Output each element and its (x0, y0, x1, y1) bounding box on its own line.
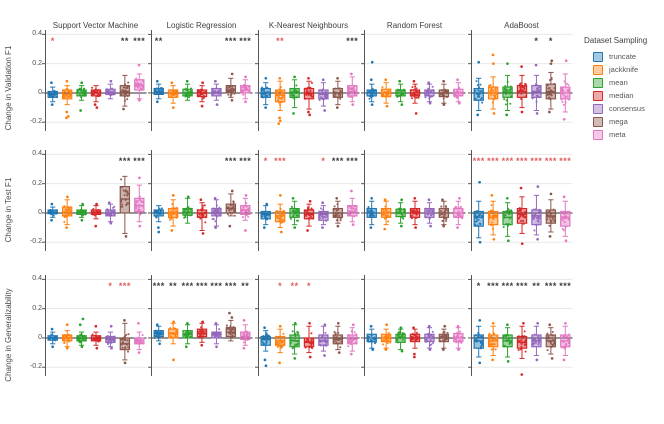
significance-marker: *** (195, 281, 209, 291)
boxplot-consensus (105, 201, 115, 224)
boxplot-truncate (474, 61, 484, 116)
legend-swatch-jackknife (593, 65, 603, 75)
ylabel-generalizability: Change in Generalizability (4, 288, 13, 382)
boxplot-jackknife (62, 195, 71, 228)
boxplot-mega (439, 325, 449, 351)
boxplot-jackknife (382, 323, 392, 351)
boxplot-jackknife (62, 323, 72, 349)
significance-marker: *** (224, 156, 237, 166)
boxplot-panel-r0c0 (41, 30, 147, 138)
y-tick-label: -0.2 (29, 238, 42, 246)
significance-marker: * (107, 281, 112, 291)
boxplot-median (304, 200, 314, 232)
significance-marker: *** (345, 156, 358, 166)
boxplot-truncate (367, 325, 377, 351)
boxplot-consensus (424, 198, 434, 227)
boxplot-jackknife (169, 194, 179, 232)
column-title-adaboost: AdaBoost (504, 21, 539, 30)
boxplot-jackknife (488, 54, 498, 115)
boxplot-consensus (531, 322, 541, 361)
legend-item-meta (593, 128, 647, 141)
boxplot-median (197, 198, 207, 234)
significance-marker: *** (224, 281, 237, 291)
significance-marker: *** (181, 281, 194, 291)
significance-marker: * (306, 281, 311, 291)
boxplot-panel-r1c0 (41, 150, 147, 258)
column-title-rf: Random Forest (386, 21, 443, 30)
significance-marker: ** (241, 281, 250, 291)
boxplot-mean (289, 197, 298, 229)
significance-marker: *** (118, 156, 131, 166)
boxplot-mega (546, 323, 556, 359)
boxplot-mega (226, 73, 235, 102)
boxplot-mega (545, 59, 555, 113)
boxplot-panel-r2c3 (360, 275, 466, 383)
boxplot-median (517, 187, 526, 245)
boxplot-median (304, 322, 313, 358)
boxplot-meta (134, 64, 144, 102)
boxplot-mean (396, 198, 406, 227)
boxplot-jackknife (275, 325, 285, 364)
boxplot-consensus (212, 197, 221, 229)
legend-label: jackknife (609, 65, 639, 74)
boxplot-median (303, 77, 313, 116)
legend-swatch-mega (593, 117, 603, 127)
significance-marker: * (548, 36, 553, 46)
legend-swatch-median (593, 91, 603, 101)
ylabel-validation-f1: Change in Validation F1 (4, 45, 13, 131)
legend-swatch-truncate (593, 52, 603, 62)
legend-items (584, 50, 647, 141)
boxplot-jackknife (381, 78, 391, 107)
significance-marker: *** (558, 156, 571, 166)
boxplot-median (517, 65, 527, 113)
significance-marker: *** (515, 156, 528, 166)
legend-item-median (593, 89, 647, 102)
boxplot-consensus (212, 80, 222, 106)
significance-marker: *** (210, 281, 223, 291)
boxplot-panel-r2c4 (467, 275, 573, 383)
legend-swatch-consensus (593, 104, 603, 114)
column-title-logreg: Logistic Regression (166, 21, 237, 30)
significance-marker: *** (152, 281, 165, 291)
boxplot-median (91, 86, 101, 109)
boxplot-meta (560, 322, 569, 361)
boxplot-panel-r0c1 (147, 30, 253, 138)
y-tick-label: -0.2 (29, 363, 42, 371)
boxplot-mean (502, 62, 511, 116)
boxplot-meta (347, 190, 357, 226)
boxplot-panel-r0c2 (254, 30, 360, 138)
boxplot-panel-r1c3 (360, 150, 466, 258)
boxplot-median (410, 80, 419, 115)
boxplot-mega (332, 77, 342, 109)
boxplot-mega (226, 312, 236, 341)
y-tick-label: 0.4 (32, 30, 42, 38)
significance-marker: *** (515, 281, 528, 291)
boxplot-median (91, 325, 101, 350)
boxplot-consensus (318, 201, 328, 229)
boxplot-consensus (212, 322, 222, 348)
y-tick-label: 0.2 (32, 59, 42, 67)
significance-marker: *** (273, 156, 286, 166)
boxplot-meta (453, 197, 463, 229)
boxplot-panel-r1c1 (147, 150, 253, 258)
significance-marker: * (277, 281, 282, 291)
boxplot-consensus (105, 325, 115, 350)
y-tick-label: 0 (38, 88, 42, 96)
significance-marker: * (533, 36, 538, 46)
boxplot-truncate (367, 61, 377, 106)
boxplot-consensus (424, 81, 434, 104)
boxplot-mega (332, 197, 342, 228)
boxplot-panel-r0c4 (467, 30, 573, 138)
boxplot-panel-r1c2 (254, 150, 360, 258)
significance-marker: ** (120, 36, 129, 46)
legend-item-consensus (593, 102, 647, 115)
legend-label: median (609, 91, 634, 100)
legend-label: mean (609, 78, 628, 87)
boxplot-jackknife (275, 77, 284, 125)
significance-marker: *** (239, 36, 252, 46)
significance-marker: *** (529, 156, 542, 166)
boxplot-meta (560, 195, 570, 242)
legend-swatch-mean (593, 78, 603, 88)
significance-marker: *** (501, 156, 514, 166)
y-tick-label: -0.2 (29, 118, 42, 126)
boxplot-jackknife (168, 81, 178, 109)
boxplot-mega (546, 193, 556, 238)
boxplot-truncate (367, 197, 377, 229)
significance-marker: *** (501, 281, 514, 291)
boxplot-median (197, 81, 207, 107)
ylabel-test-f1: Change in Test F1 (4, 177, 13, 243)
significance-marker: *** (472, 156, 485, 166)
boxplot-jackknife (488, 322, 497, 361)
boxplot-truncate (47, 328, 57, 348)
y-tick-label: 0 (38, 208, 42, 216)
boxplot-mean (183, 80, 193, 100)
boxplot-mean (396, 80, 405, 106)
boxplot-panel-r2c2 (254, 275, 360, 383)
significance-marker: * (50, 36, 55, 46)
boxplot-consensus (425, 325, 434, 351)
boxplot-meta (453, 78, 462, 104)
column-title-svm: Support Vector Machine (52, 21, 139, 30)
boxplot-median (410, 197, 419, 229)
y-tick-label: 0 (38, 333, 42, 341)
boxplot-jackknife (62, 80, 71, 119)
significance-marker: *** (486, 156, 499, 166)
boxplot-consensus (318, 323, 327, 356)
legend-label: truncate (609, 52, 637, 61)
boxplot-jackknife (381, 198, 390, 230)
boxplot-mean (502, 323, 512, 362)
significance-marker: *** (239, 156, 252, 166)
boxplot-mean (76, 318, 86, 349)
significance-marker: *** (224, 36, 237, 46)
significance-marker: *** (345, 36, 358, 46)
legend-label: mega (609, 117, 628, 126)
boxplot-jackknife (275, 194, 285, 233)
significance-marker: *** (132, 36, 145, 46)
boxplot-mega (120, 319, 129, 364)
significance-marker: ** (275, 36, 284, 46)
boxplot-panel-r0c3 (360, 30, 466, 138)
significance-marker: *** (544, 281, 557, 291)
y-tick-label: 0.2 (32, 179, 42, 187)
significance-marker: * (320, 156, 325, 166)
significance-marker: * (476, 281, 481, 291)
significance-marker: *** (544, 156, 557, 166)
significance-marker: *** (118, 281, 131, 291)
boxplot-mega (226, 190, 236, 228)
boxplot-meta (134, 322, 143, 354)
boxplot-truncate (474, 319, 483, 364)
boxplot-truncate (154, 206, 163, 234)
boxplot-mega (120, 75, 129, 110)
boxplot-truncate (47, 203, 57, 222)
significance-marker: ** (154, 36, 163, 46)
significance-marker: *** (331, 156, 344, 166)
boxplot-panel-r2c0 (41, 275, 147, 383)
significance-marker: *** (558, 281, 571, 291)
significance-marker: ** (290, 281, 299, 291)
legend-item-jackknife (593, 63, 647, 76)
legend-title: Dataset Sampling (584, 36, 648, 45)
boxplot-panel-r1c4 (467, 150, 573, 258)
legend-item-mean (593, 76, 647, 89)
significance-marker: *** (132, 156, 145, 166)
boxplot-mean (183, 322, 192, 348)
significance-marker: * (263, 156, 268, 166)
boxplot-jackknife (488, 194, 498, 241)
boxplot-mega (333, 322, 342, 354)
boxplot-mean (502, 197, 512, 242)
boxplot-consensus (105, 80, 115, 99)
boxplot-truncate (154, 80, 164, 103)
y-tick-label: 0.2 (32, 304, 42, 312)
boxplot-median (91, 203, 100, 228)
boxplot-truncate (260, 77, 270, 109)
boxplot-meta (347, 323, 357, 355)
boxplot-mega (439, 198, 449, 227)
boxplot-mean (76, 203, 85, 222)
legend (584, 36, 647, 141)
boxplot-median (197, 320, 206, 346)
legend-label: consensus (609, 104, 645, 113)
legend-item-mega (593, 115, 647, 128)
significance-marker: ** (169, 281, 178, 291)
boxplot-mean (396, 326, 406, 352)
significance-marker: *** (486, 281, 499, 291)
boxplot-panel-r2c1 (147, 275, 253, 383)
boxplot-meta (454, 325, 464, 351)
boxplot-meta (241, 319, 251, 350)
boxplot-consensus (531, 64, 541, 115)
boxplot-median (410, 326, 420, 358)
boxplot-consensus (318, 78, 328, 111)
legend-item-truncate (593, 50, 647, 63)
y-tick-label: 0.4 (32, 275, 42, 283)
boxplot-jackknife (168, 320, 177, 361)
boxplot-mega (119, 176, 129, 237)
boxplot-truncate (47, 81, 57, 106)
boxplot-median (517, 322, 527, 376)
legend-swatch-meta (593, 130, 603, 140)
y-tick-label: 0.4 (32, 150, 42, 158)
boxplot-mean (183, 195, 192, 223)
boxplot-mega (439, 80, 449, 106)
boxplot-truncate (154, 323, 164, 345)
boxplot-meta (241, 194, 251, 232)
significance-marker: ** (531, 281, 540, 291)
legend-label: meta (609, 130, 626, 139)
boxplot-consensus (531, 185, 540, 240)
boxplot-mean (76, 81, 86, 112)
boxplot-meta (241, 75, 251, 103)
boxplot-meta (347, 73, 357, 106)
column-title-knn: K-Nearest Neighbours (268, 21, 349, 30)
boxplot-truncate (474, 181, 483, 244)
boxplot-mean (289, 322, 299, 360)
boxplot-meta (560, 59, 569, 120)
boxplot-truncate (260, 203, 270, 229)
boxplot-truncate (260, 326, 270, 367)
boxplot-mean (289, 75, 298, 114)
